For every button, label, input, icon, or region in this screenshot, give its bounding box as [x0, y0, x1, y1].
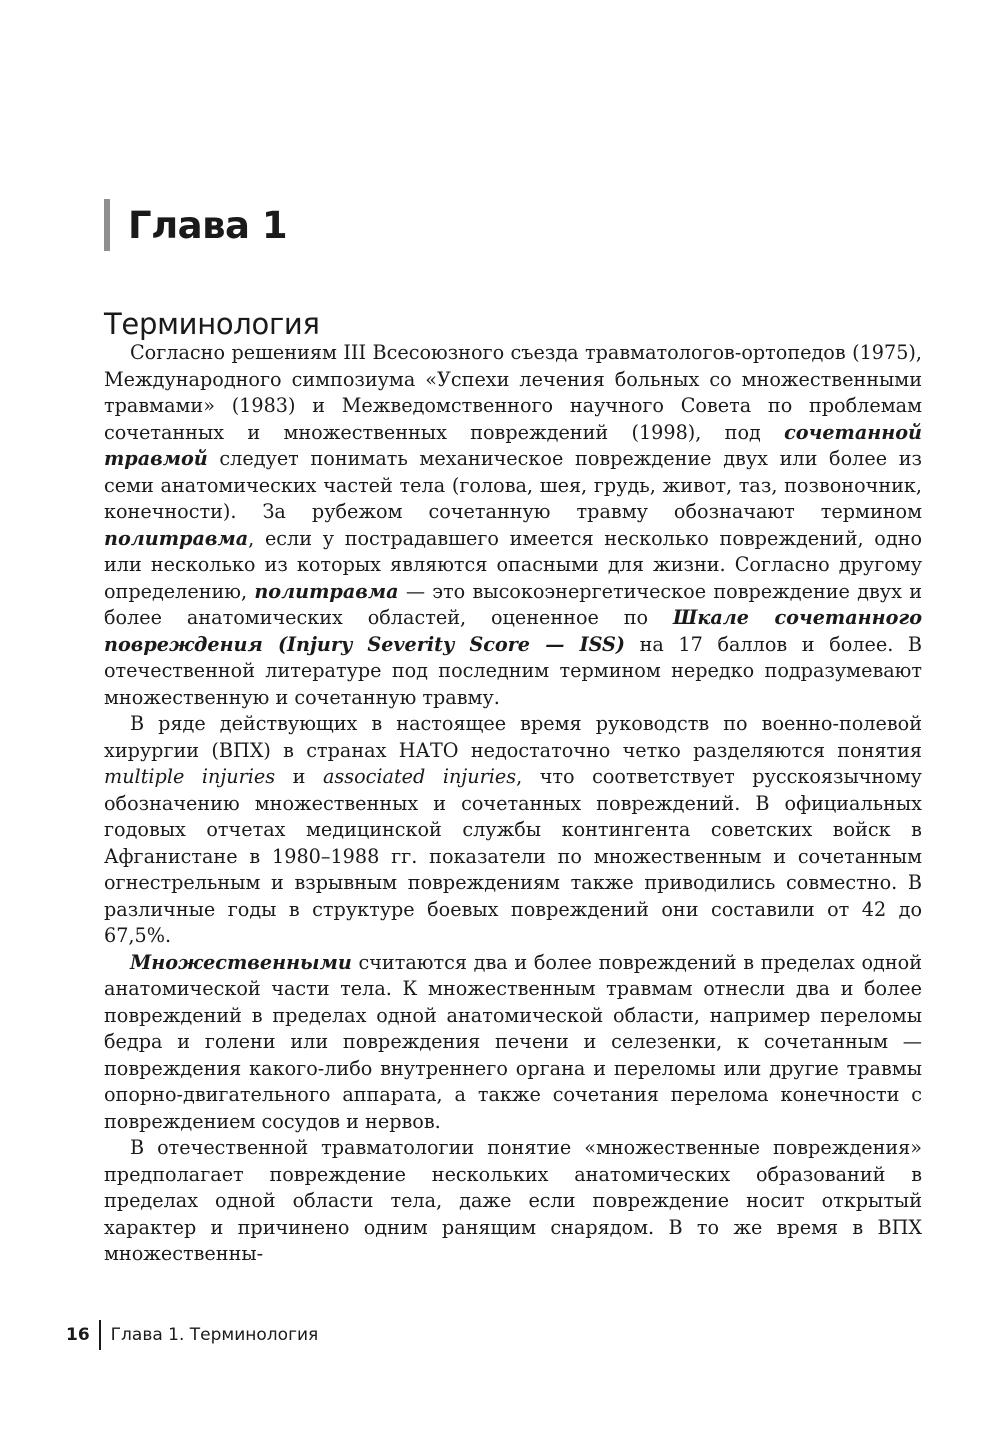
- text-run: считаются два и более повреждений в пределах одной анатомической части тела. К множественным травмам отнесли два и более повреждений в пределах одной анатомической области, например переломы бедра и голени или повреждения печени и селезенки, к сочетанным — повреждения какого-либо внутреннего органа и переломы или другие травмы опорно-двигательного аппарата, а также сочетания перелома конечности с повреждением сосудов и нервов.: [104, 950, 922, 1133]
- term-associated-injuries: associated injuries: [322, 765, 517, 788]
- term-combined-trauma: сочетанной травмой: [104, 420, 922, 470]
- text-run: следует понимать механическое повреждение двух или более из семи анатомических частей тела (голова, шея, грудь, живот, таз, позвоночник, конечности). За рубежом сочетанную травму обозначают термином: [104, 447, 922, 523]
- text-run: , что соответствует русскоязычному обозначению множественных и сочетанных повреждений. В официальных годовых отчетах медицинской службы контингента советских войск в Афганистане в 1980–1988 гг. показатели по множественным и сочетанным огнестрельным и взрывным повреждениям также приводились совместно. В различные годы в структуре боевых повреждений они составили от 42 до 67,5%.: [104, 765, 922, 947]
- page-number: 16: [66, 1325, 90, 1345]
- text-run: , если у пострадавшего имеется несколько повреждений, одно или несколько из которых являются опасными для жизни. Согласно другому определению,: [104, 526, 922, 603]
- paragraph-2: [104, 711, 922, 950]
- term-multiple-injuries: multiple injuries: [104, 765, 276, 788]
- section-title: Терминология: [104, 307, 320, 342]
- term-multiple: Множественными: [130, 950, 352, 974]
- chapter-heading: [104, 198, 287, 252]
- footer-divider: [99, 1320, 101, 1350]
- text-run: Согласно решениям III Всесоюзного съезда травматологов-ортопедов (1975), Международного симпозиума «Успехи лечения больных со множественными травмами» (1983) и Межведомственного научного Совета по проблемам сочетанных и множественных повреждений (1998), под: [104, 341, 922, 444]
- text-run: В ряде действующих в настоящее время руководств по военно-полевой хирургии (ВПХ) в странах НАТО недостаточно четко разделяются понятия: [104, 712, 922, 762]
- text-run: и: [275, 765, 323, 788]
- term-iss-scale: Шкале сочетанного повреждения (Injury Severity Score — ISS): [104, 606, 923, 656]
- paragraph-3: [104, 950, 922, 1136]
- text-run: на 17 баллов и более. В отечественной литературе под последним термином нередко подразумевают множественную и сочетанную травму.: [104, 632, 923, 709]
- text-run: В отечественной травматологии понятие «множественные повреждения» предполагает повреждение нескольких анатомических образований в пределах одной области тела, даже если повреждение носит открытый характер и причинено одним ранящим снарядом. В то же время в ВПХ множественны-: [104, 1136, 922, 1265]
- term-polytrauma-2: политравма: [254, 579, 399, 603]
- body-text: [104, 340, 922, 1268]
- paragraph-4: [104, 1135, 922, 1268]
- paragraph-1: [104, 340, 922, 711]
- text-run: — это высокоэнергетическое повреждение двух и более анатомических областей, оцененное по: [104, 579, 922, 629]
- chapter-bar-decoration: [104, 199, 110, 251]
- term-polytrauma: политравма: [104, 526, 249, 550]
- chapter-title: Глава 1: [128, 203, 288, 247]
- page-footer: [66, 1320, 318, 1350]
- running-head: Глава 1. Терминология: [110, 1325, 319, 1345]
